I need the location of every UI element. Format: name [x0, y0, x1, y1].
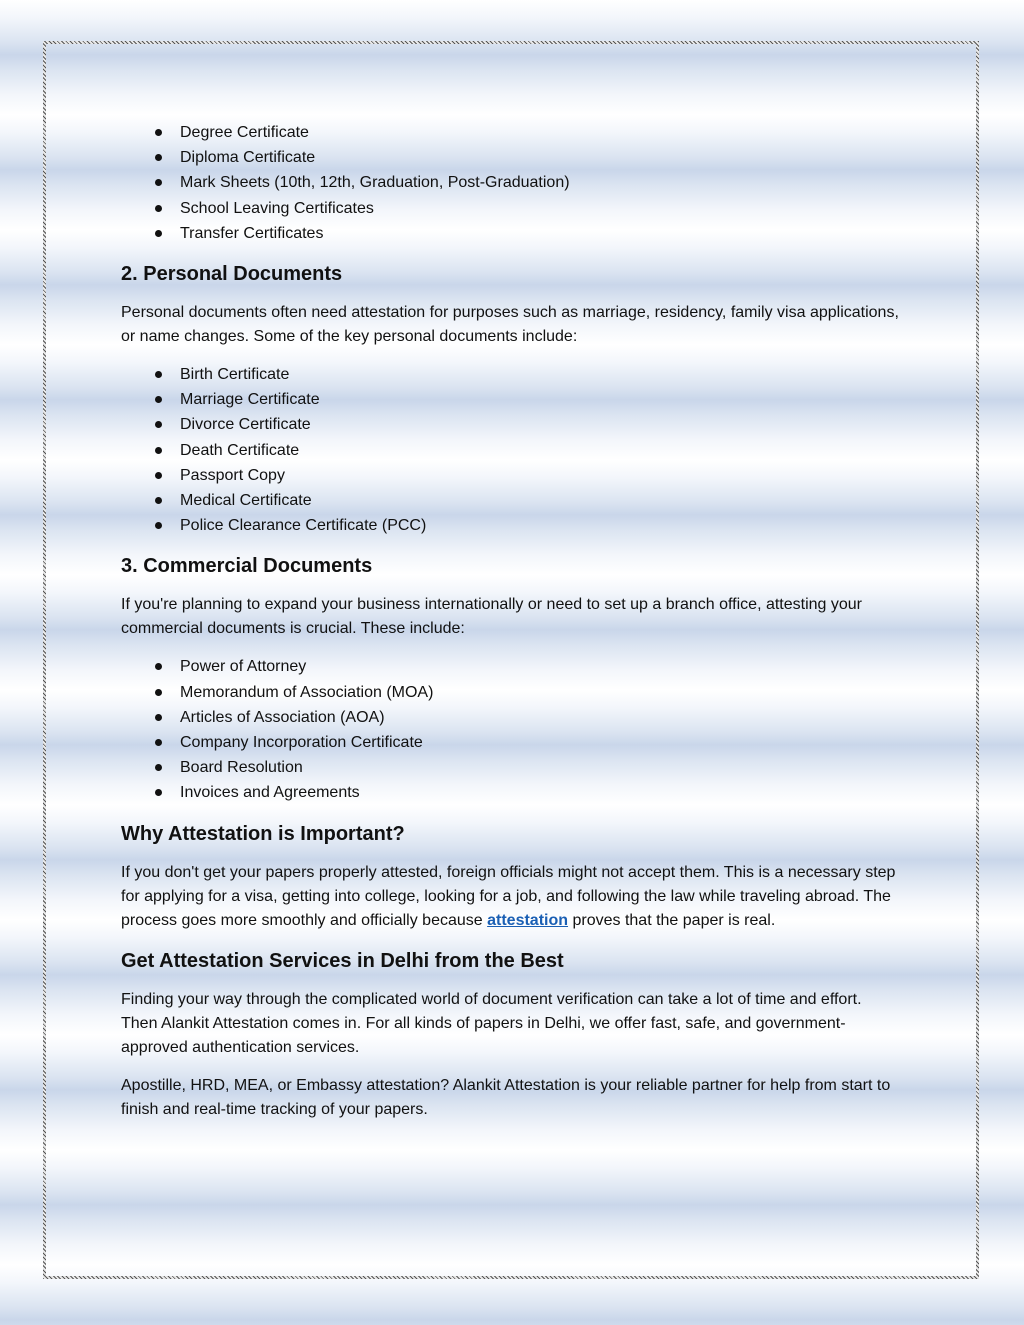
why-heading: Why Attestation is Important?: [121, 822, 405, 845]
bullet-icon: [155, 714, 162, 721]
list-item: Transfer Certificates: [121, 221, 901, 246]
list-item: Articles of Association (AOA): [121, 705, 901, 730]
list-item: Diploma Certificate: [121, 145, 901, 170]
best-heading: Get Attestation Services in Delhi from the Best: [121, 949, 564, 972]
list-item: Passport Copy: [121, 463, 901, 488]
bullet-icon: [155, 154, 162, 161]
bullet-icon: [155, 764, 162, 771]
bullet-icon: [155, 230, 162, 237]
list-item: Company Incorporation Certificate: [121, 730, 901, 755]
why-paragraph: If you don't get your papers properly attested, foreign officials might not accept them. This is a necessary step for applying for a visa, getting into college, looking for a job, and following the law while traveling abroad. The process goes more smoothly and officially because attestation proves that the paper is real.: [121, 863, 896, 929]
list-item: Invoices and Agreements: [121, 780, 901, 805]
list-item: Birth Certificate: [121, 362, 901, 387]
bullet-icon: [155, 497, 162, 504]
list-item: Power of Attorney: [121, 654, 901, 679]
commercial-list: [121, 654, 901, 805]
bullet-icon: [155, 179, 162, 186]
personal-heading: 2. Personal Documents: [121, 263, 343, 286]
personal-list: [121, 362, 901, 538]
list-item: Degree Certificate: [121, 120, 901, 145]
bullet-icon: [155, 739, 162, 746]
list-item: Divorce Certificate: [121, 412, 901, 437]
list-item: Memorandum of Association (MOA): [121, 680, 901, 705]
list-item: Mark Sheets (10th, 12th, Graduation, Post-Graduation): [121, 170, 901, 195]
bullet-icon: [155, 396, 162, 403]
list-item: Police Clearance Certificate (PCC): [121, 513, 901, 538]
attestation-link[interactable]: attestation: [487, 911, 569, 929]
bullet-icon: [155, 522, 162, 529]
bullet-icon: [155, 205, 162, 212]
commercial-intro: If you're planning to expand your business internationally or need to set up a branch office, attesting your commercial documents is crucial. These include:: [121, 596, 863, 638]
personal-intro: Personal documents often need attestation for purposes such as marriage, residency, family visa applications, or name changes. Some of the key personal documents include:: [121, 304, 899, 346]
best-paragraph-1: Finding your way through the complicated world of document verification can take a lot of time and effort. Then Alankit Attestation comes in. For all kinds of papers in Delhi, we offer fast, safe, and government-approved authentication services.: [121, 990, 862, 1056]
bullet-icon: [155, 663, 162, 670]
degree-list: [121, 120, 901, 246]
list-item: Board Resolution: [121, 755, 901, 780]
document-content: [121, 120, 901, 1122]
bullet-icon: [155, 472, 162, 479]
bullet-icon: [155, 689, 162, 696]
bullet-icon: [155, 421, 162, 428]
bullet-icon: [155, 447, 162, 454]
commercial-heading: 3. Commercial Documents: [121, 555, 373, 578]
best-paragraph-2: Apostille, HRD, MEA, or Embassy attestation? Alankit Attestation is your reliable partner for help from start to finish and real-time tracking of your papers.: [121, 1076, 891, 1118]
list-item: Death Certificate: [121, 438, 901, 463]
list-item: Marriage Certificate: [121, 387, 901, 412]
list-item: Medical Certificate: [121, 488, 901, 513]
list-item: School Leaving Certificates: [121, 196, 901, 221]
bullet-icon: [155, 129, 162, 136]
bullet-icon: [155, 371, 162, 378]
bullet-icon: [155, 789, 162, 796]
